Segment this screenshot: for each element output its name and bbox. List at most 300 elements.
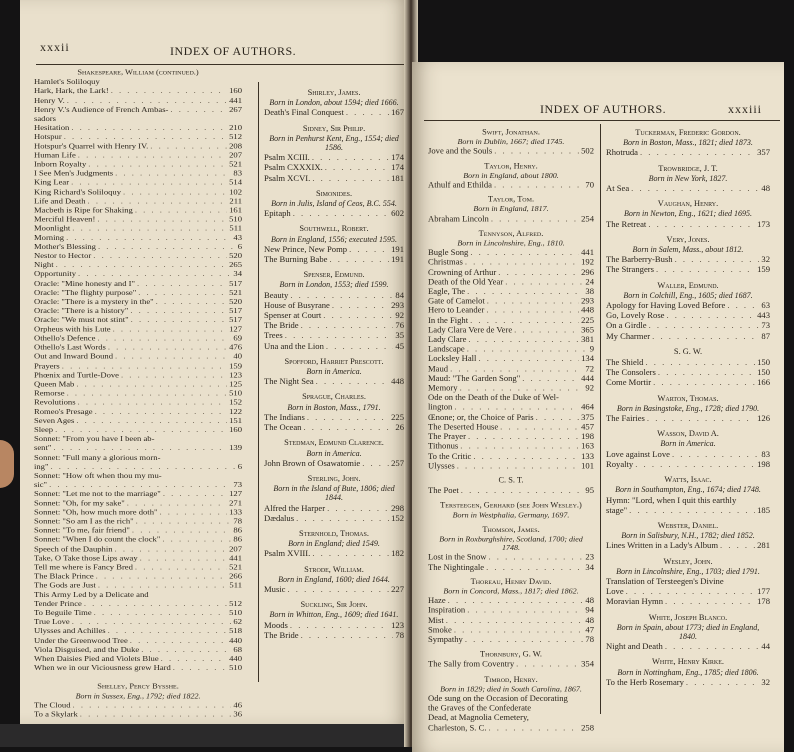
index-entry bbox=[264, 412, 404, 422]
leader-dots bbox=[473, 451, 579, 461]
author-name: Tuckerman, Frederic Gordon. bbox=[635, 128, 741, 137]
page-ref: 87 bbox=[761, 330, 770, 341]
page-ref: 511 bbox=[229, 223, 242, 233]
entry-title: Mother's Blessing bbox=[34, 241, 96, 251]
page-ref: 78 bbox=[233, 516, 242, 526]
page-ref: 457 bbox=[581, 421, 594, 432]
author-info: Born in Concord, Mass., 1817; died 1862. bbox=[443, 586, 579, 596]
index-entry bbox=[34, 132, 242, 141]
leader-dots bbox=[648, 219, 755, 229]
leader-dots bbox=[332, 300, 389, 310]
page-ref: 440 bbox=[229, 653, 242, 663]
thumb bbox=[0, 440, 14, 488]
index-entry bbox=[34, 425, 242, 434]
leader-dots bbox=[71, 178, 227, 187]
page-ref: 123 bbox=[391, 619, 404, 630]
index-entry bbox=[34, 361, 242, 370]
page-ref: 122 bbox=[229, 406, 242, 416]
entry-title: Athulf and Ethilda bbox=[428, 179, 492, 190]
entry-title: The Shield bbox=[606, 357, 644, 368]
entry-title: sent" bbox=[34, 443, 52, 453]
leader-dots bbox=[97, 214, 227, 223]
author-name: White, Henry Kirke. bbox=[651, 657, 725, 667]
page-ref: 163 bbox=[581, 441, 594, 451]
entry-title: Oracle: "The flighty purpose" bbox=[34, 287, 137, 297]
entry-title: Oracle: "We must not stint" bbox=[34, 315, 129, 325]
author-name: Southwell, Robert. bbox=[299, 224, 369, 234]
leader-dots bbox=[111, 86, 227, 95]
page-ref: 43 bbox=[233, 232, 242, 242]
index-entry bbox=[428, 214, 594, 224]
index-entry bbox=[428, 461, 594, 471]
page-ref: 159 bbox=[757, 264, 770, 275]
leader-dots bbox=[487, 296, 579, 306]
index-entry bbox=[34, 324, 242, 333]
author-info: Born in the Island of Bute, 1806; died 1844. bbox=[273, 484, 395, 503]
right-column-1 bbox=[428, 122, 594, 732]
entry-title: Psalm CXXXIX. bbox=[264, 162, 323, 173]
page-ref: 207 bbox=[229, 543, 242, 553]
leader-dots bbox=[457, 461, 579, 471]
entry-title: Smoke bbox=[428, 624, 452, 635]
index-entry bbox=[34, 562, 242, 571]
leader-dots bbox=[307, 412, 389, 422]
author-name: Webster, Daniel. bbox=[657, 520, 719, 530]
index-entry bbox=[606, 310, 770, 320]
page-ref: 266 bbox=[229, 571, 242, 581]
index-entry bbox=[34, 279, 242, 288]
author-info: Born in Boston, Mass., 1821; died 1873. bbox=[623, 138, 753, 148]
entry-title: Orpheus with his Lute bbox=[34, 324, 111, 334]
leader-dots bbox=[78, 397, 228, 406]
entry-title: Night and Death bbox=[606, 641, 663, 652]
leader-dots bbox=[329, 254, 389, 264]
page-ref: 48 bbox=[585, 615, 594, 625]
entry-title: John Brown of Osawatomie bbox=[264, 457, 361, 468]
author-name: Wasson, David A. bbox=[657, 429, 719, 439]
leader-dots bbox=[73, 700, 232, 709]
entry-title: Go, Lovely Rose bbox=[606, 310, 665, 321]
entry-title: King Lear bbox=[34, 177, 70, 187]
index-entry bbox=[606, 264, 770, 274]
leader-dots bbox=[448, 596, 584, 606]
entry-title: Tell me where is Fancy Bred bbox=[34, 562, 133, 572]
entry-title: The Retreat bbox=[606, 218, 647, 229]
entry-title: Sonnet: "Let me not to the marriage" bbox=[34, 489, 161, 498]
leader-dots bbox=[49, 480, 231, 489]
leader-dots bbox=[631, 183, 759, 193]
entry-title: Locksley Hall bbox=[428, 354, 477, 364]
entry-title: Hero to Leander bbox=[428, 305, 485, 316]
leader-dots bbox=[131, 315, 227, 324]
index-entry bbox=[428, 180, 594, 190]
entry-title: Love bbox=[606, 586, 624, 597]
index-entry bbox=[428, 703, 594, 713]
author-info: Born in Salem, Mass., about 1812. bbox=[632, 245, 744, 255]
page-ref: 86 bbox=[233, 534, 242, 544]
entry-title: Oracle: "There is a mystery in the" bbox=[34, 296, 154, 306]
entry-title: Moravian Hymn bbox=[606, 596, 664, 607]
index-entry bbox=[34, 507, 242, 516]
page-ref: 441 bbox=[229, 95, 242, 105]
leader-dots bbox=[468, 335, 579, 345]
leader-dots bbox=[93, 251, 227, 260]
index-entry bbox=[34, 260, 242, 269]
entry-title: Una and the Lion bbox=[264, 340, 324, 351]
leader-dots bbox=[98, 581, 228, 590]
leader-dots bbox=[135, 205, 227, 214]
leader-dots bbox=[467, 344, 588, 354]
entry-title: Gate of Camelot bbox=[428, 295, 485, 306]
leader-dots bbox=[123, 187, 227, 196]
page-ref: 46 bbox=[233, 700, 242, 710]
page-ref: 102 bbox=[229, 186, 242, 196]
author-name: Thornbury, G. W. bbox=[480, 649, 542, 659]
entry-title: Ulysses bbox=[428, 460, 455, 471]
entry-title: Spenser at Court bbox=[264, 310, 322, 321]
leader-dots bbox=[150, 141, 227, 150]
page-ref: 73 bbox=[761, 320, 770, 331]
leader-dots bbox=[88, 160, 227, 169]
entry-title: Bugle Song bbox=[428, 247, 469, 257]
index-entry bbox=[606, 183, 770, 193]
leader-dots bbox=[649, 320, 760, 330]
index-entry bbox=[34, 205, 242, 214]
page-ref: 518 bbox=[229, 626, 242, 636]
entry-title: Landscape bbox=[428, 344, 465, 354]
author-info: Born in Dublin, 1667; died 1745. bbox=[457, 137, 565, 146]
page-ref: 6 bbox=[237, 241, 242, 251]
index-entry bbox=[428, 354, 594, 364]
entry-title: New Prince, New Pomp bbox=[264, 243, 348, 254]
entry-title: The Sally from Coventry bbox=[428, 659, 515, 669]
author-name: Strode, William. bbox=[304, 564, 364, 574]
leader-dots bbox=[127, 498, 227, 507]
entry-title: Tender Prince bbox=[34, 598, 82, 608]
page-ref: 512 bbox=[229, 132, 242, 142]
leader-dots bbox=[465, 634, 584, 644]
index-entry bbox=[428, 422, 594, 432]
running-header: INDEX OF AUTHORS. bbox=[540, 102, 667, 116]
entry-title: Henry V.'s Audience of French Ambas- bbox=[34, 104, 169, 114]
page-ref: 174 bbox=[391, 152, 404, 163]
leader-dots bbox=[640, 147, 755, 157]
leader-dots bbox=[461, 486, 584, 496]
leader-dots bbox=[491, 214, 579, 224]
leader-dots bbox=[665, 641, 760, 651]
page-ref: 510 bbox=[229, 388, 242, 398]
page-ref: 448 bbox=[581, 305, 594, 316]
index-entry bbox=[34, 214, 242, 223]
entry-title: Trees bbox=[264, 330, 283, 341]
index-entry bbox=[264, 107, 404, 117]
page-ref: 35 bbox=[395, 330, 404, 341]
page-ref: 6 bbox=[237, 461, 242, 471]
page-ref: 381 bbox=[581, 334, 594, 345]
index-entry bbox=[34, 480, 242, 489]
entry-title: Sonnet: "How oft when thou my mu- bbox=[34, 470, 162, 480]
page-ref: 48 bbox=[761, 183, 770, 194]
leader-dots bbox=[67, 95, 227, 104]
leader-dots bbox=[720, 540, 755, 550]
index-entry bbox=[34, 306, 242, 315]
leader-dots bbox=[132, 526, 231, 535]
leader-dots bbox=[78, 150, 227, 159]
entry-title: On a Girdle bbox=[606, 320, 647, 331]
entry-title: Morning bbox=[34, 232, 65, 242]
page-ref: 34 bbox=[585, 561, 594, 572]
page-ref: 36 bbox=[233, 709, 242, 719]
leader-dots bbox=[645, 357, 755, 367]
index-entry bbox=[428, 605, 594, 615]
index-entry bbox=[606, 219, 770, 229]
entry-title: Sonnet: "Full many a glorious morn- bbox=[34, 452, 161, 462]
page-ref: 254 bbox=[581, 213, 594, 224]
page-ref: 150 bbox=[757, 357, 770, 368]
page-ref: 191 bbox=[391, 254, 404, 265]
index-entry bbox=[606, 576, 770, 586]
author-info: Born in Salisbury, N.H., 1782; died 1852. bbox=[621, 531, 755, 541]
page-ref: 198 bbox=[581, 431, 594, 441]
index-entry bbox=[34, 333, 242, 342]
index-entry bbox=[428, 486, 594, 496]
leader-dots bbox=[162, 535, 231, 544]
entry-title: Revolutions bbox=[34, 397, 76, 407]
page-ref: 476 bbox=[229, 342, 242, 352]
index-entry bbox=[264, 173, 404, 183]
leader-dots bbox=[173, 663, 227, 672]
author-name: Vaughan, Henry. bbox=[657, 199, 719, 209]
author-info: Born in Julis, Island of Ceos, B.C. 554. bbox=[271, 199, 397, 209]
leader-dots bbox=[362, 458, 389, 468]
leader-dots bbox=[446, 615, 584, 625]
index-entry bbox=[34, 123, 242, 132]
index-entry bbox=[606, 413, 770, 423]
index-entry bbox=[34, 498, 242, 507]
index-entry bbox=[428, 267, 594, 277]
leader-dots bbox=[494, 180, 583, 190]
page-ref: 38 bbox=[585, 286, 594, 296]
index-entry bbox=[34, 196, 242, 205]
author-name: Sprague, Charles. bbox=[302, 392, 366, 402]
entry-title: sadors bbox=[34, 113, 56, 123]
leader-dots bbox=[66, 233, 231, 242]
index-entry bbox=[428, 325, 594, 335]
page-ref: 95 bbox=[585, 485, 594, 496]
index-entry bbox=[606, 147, 770, 157]
leader-dots bbox=[170, 105, 227, 114]
page-ref: 520 bbox=[229, 296, 242, 306]
page-ref: 296 bbox=[581, 266, 594, 277]
index-entry bbox=[428, 441, 594, 451]
author-name: Thoreau, Henry David. bbox=[470, 577, 552, 586]
author-info: Born in Whitton, Eng., 1609; died 1641. bbox=[269, 610, 399, 620]
page-ref: 210 bbox=[229, 122, 242, 132]
index-entry bbox=[264, 254, 404, 264]
entry-title: Sonnet: "So am I as the rich" bbox=[34, 516, 134, 526]
page-ref: 167 bbox=[391, 107, 404, 118]
index-entry bbox=[34, 242, 242, 251]
leader-dots bbox=[296, 513, 389, 523]
page-ref: 198 bbox=[757, 458, 770, 469]
author-info: Born in Colchill, Eng., 1605; died 1687. bbox=[623, 290, 753, 300]
index-entry bbox=[34, 150, 242, 159]
index-entry bbox=[428, 713, 594, 723]
leader-dots bbox=[130, 635, 227, 644]
index-entry bbox=[34, 471, 242, 480]
leader-dots bbox=[115, 352, 231, 361]
author-info: Born in Newton, Eng., 1621; died 1695. bbox=[624, 209, 752, 219]
leader-dots bbox=[76, 379, 227, 388]
leader-dots bbox=[53, 443, 227, 452]
page-ref: 47 bbox=[585, 624, 594, 635]
entry-title: Henry V. bbox=[34, 95, 65, 105]
leader-dots bbox=[666, 310, 755, 320]
author-info: Born in Boston, Mass., 1791. bbox=[287, 402, 381, 412]
leader-dots bbox=[67, 388, 228, 397]
entry-list bbox=[34, 700, 242, 718]
page-ref: 464 bbox=[581, 402, 594, 412]
entry-title: stage" bbox=[606, 504, 628, 515]
page-ref: 281 bbox=[757, 540, 770, 551]
author-name: Swift, Jonathan. bbox=[482, 127, 540, 137]
index-entry bbox=[428, 315, 594, 325]
index-entry bbox=[428, 722, 594, 732]
leader-dots bbox=[647, 413, 755, 423]
index-entry bbox=[428, 634, 594, 644]
entry-title: Translation of Tersteegen's Divine bbox=[606, 575, 724, 586]
entry-title: Prayers bbox=[34, 360, 60, 370]
author-info: Born in Basingstoke, Eng., 1728; died 1790. bbox=[616, 403, 760, 413]
page-ref: 72 bbox=[585, 363, 594, 374]
index-entry bbox=[34, 95, 242, 104]
entry-title: Out and Inward Bound bbox=[34, 351, 114, 361]
page-ref: 84 bbox=[395, 289, 404, 300]
author-name: Tersteegen, Gerhard (see John Wesley.) bbox=[440, 500, 582, 510]
page-ref: 152 bbox=[391, 512, 404, 523]
page-ref: 365 bbox=[581, 324, 594, 335]
leader-dots bbox=[95, 407, 228, 416]
leader-dots bbox=[486, 306, 579, 316]
entry-title: Alfred the Harper bbox=[264, 502, 326, 513]
page-ref: 161 bbox=[229, 205, 242, 215]
leader-dots bbox=[312, 173, 389, 183]
author-info: Born in England, about 1800. bbox=[463, 171, 559, 180]
author-info: Born in Spain, about 1773; died in England, 1840. bbox=[616, 622, 760, 641]
page-ref: 512 bbox=[229, 598, 242, 608]
index-entry bbox=[428, 431, 594, 441]
page-ref: 298 bbox=[391, 502, 404, 513]
entry-title: When Daisies Pied and Violets Blue bbox=[34, 653, 159, 663]
page-ref: 134 bbox=[581, 354, 594, 364]
index-entry bbox=[264, 422, 404, 432]
page-ref: 68 bbox=[233, 644, 242, 654]
index-entry bbox=[428, 277, 594, 287]
index-entry bbox=[428, 615, 594, 625]
entry-title: Sonnet: "Oh, how much more doth" bbox=[34, 507, 158, 517]
entry-title: The Bride bbox=[264, 320, 299, 331]
index-entry bbox=[34, 462, 242, 471]
entry-title: The Consolers bbox=[606, 367, 656, 378]
entry-title: To a Skylark bbox=[34, 709, 78, 719]
leader-dots bbox=[470, 315, 579, 325]
index-entry bbox=[264, 244, 404, 254]
index-entry bbox=[34, 700, 242, 709]
author-info: Born in Penhurst Kent, Eng., 1554; died 1586. bbox=[269, 133, 399, 153]
entry-title: When we in our Viciousness grew Hard bbox=[34, 662, 171, 672]
index-entry bbox=[606, 495, 770, 505]
entry-title: King Richard's Soliloquy bbox=[34, 186, 122, 196]
index-entry bbox=[34, 654, 242, 663]
page-ref: 139 bbox=[229, 443, 242, 453]
page-ref: 271 bbox=[229, 498, 242, 508]
entry-title: The Fairies bbox=[606, 413, 645, 424]
entry-title: the Graves of the Confederate bbox=[428, 702, 532, 713]
page-ref: 32 bbox=[761, 254, 770, 265]
index-entry bbox=[606, 596, 770, 606]
leader-dots bbox=[138, 288, 227, 297]
entry-title: Moonlight bbox=[34, 223, 71, 233]
entry-title: To Beguile Time bbox=[34, 607, 92, 617]
author-info: Born in Roxburghshire, Scotland, 1700; died 1748. bbox=[439, 534, 583, 553]
index-entry bbox=[264, 162, 404, 172]
entry-title: Ode on the Death of the Duke of Wel- bbox=[428, 392, 559, 403]
index-entry bbox=[264, 513, 404, 523]
entry-title: Romeo's Presage bbox=[34, 406, 93, 416]
leader-dots bbox=[498, 267, 579, 277]
left-column-2 bbox=[264, 82, 404, 640]
leader-dots bbox=[76, 416, 227, 425]
index-entry bbox=[428, 412, 594, 422]
page-ref: 443 bbox=[757, 310, 770, 321]
author-info: Born in Southampton, Eng., 1674; died 1748. bbox=[615, 485, 761, 495]
entry-title: The Night Sea bbox=[264, 376, 314, 387]
page-ref: 510 bbox=[229, 214, 242, 224]
leader-dots bbox=[290, 290, 393, 300]
entry-title: Jove and the Souls bbox=[428, 146, 493, 156]
page-ref: 510 bbox=[229, 607, 242, 617]
page-ref: 94 bbox=[585, 605, 594, 615]
index-entry bbox=[264, 330, 404, 340]
leader-dots bbox=[51, 462, 236, 471]
page-ref: 92 bbox=[585, 383, 594, 393]
page-ref: 511 bbox=[229, 580, 242, 590]
leader-dots bbox=[130, 306, 227, 315]
page-ref: 133 bbox=[229, 507, 242, 517]
index-entry bbox=[264, 208, 404, 218]
entry-title: The Bride bbox=[264, 629, 299, 640]
page-ref: 191 bbox=[391, 243, 404, 254]
index-entry bbox=[606, 540, 770, 550]
entry-title: Othello's Defence bbox=[34, 333, 96, 343]
index-entry bbox=[264, 341, 404, 351]
leader-dots bbox=[135, 562, 227, 571]
leader-dots bbox=[141, 645, 231, 654]
author-name: Sterling, John. bbox=[307, 473, 361, 483]
index-entry bbox=[428, 257, 594, 267]
entry-title: I See Men's Judgments bbox=[34, 168, 114, 178]
leader-dots bbox=[468, 431, 579, 441]
page-ref: 173 bbox=[757, 218, 770, 229]
index-entry bbox=[34, 352, 242, 361]
page-ref: 375 bbox=[581, 412, 594, 422]
leader-dots bbox=[136, 516, 232, 525]
entry-title: Œnone; or, the Choice of Paris bbox=[428, 412, 534, 422]
author-name: Sternhold, Thomas. bbox=[299, 528, 369, 538]
entry-title: Music bbox=[264, 583, 286, 594]
leader-dots bbox=[285, 330, 394, 340]
page-ref: 521 bbox=[229, 287, 242, 297]
